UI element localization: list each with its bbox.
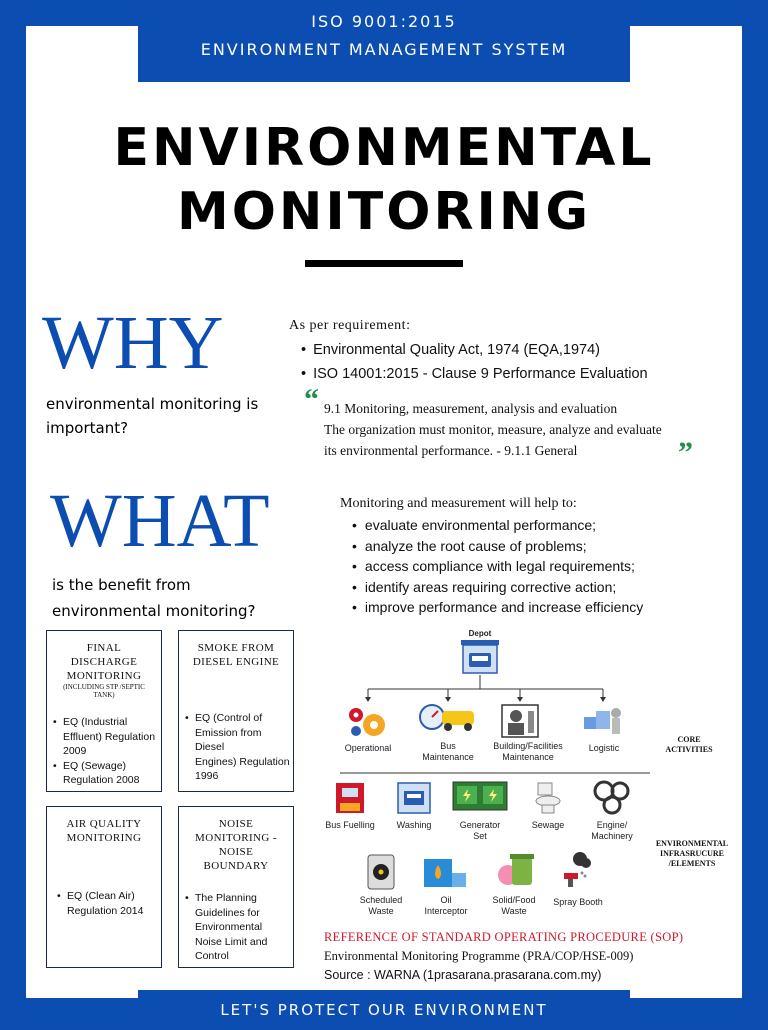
infra-label: Washing: [396, 820, 432, 830]
infra-label: Bus Fuelling: [325, 820, 375, 830]
forklift-icon: [582, 705, 626, 739]
box-title-line: SMOKE FROM: [197, 642, 275, 654]
core-activities-label: [654, 735, 724, 755]
box-title-line: NOISE: [218, 846, 254, 858]
sop-reference: [324, 928, 683, 985]
infra-label: [484, 895, 544, 917]
core-label: Logistic: [588, 743, 620, 753]
regulation-line: Engines) Regulation: [195, 755, 290, 768]
sop-heading: REFERENCE OF STANDARD OPERATING PROCEDURE (SOP): [324, 930, 684, 944]
benefit-item: • identify areas requiring corrective action;: [352, 577, 643, 598]
infra-label: Sewage: [531, 820, 565, 830]
infra-label-line: Scheduled: [359, 895, 403, 905]
infra-label: [350, 895, 412, 917]
side-label-line: INFRASRUCURE: [659, 849, 724, 858]
benefit-intro: Monitoring and measurement will help to:: [340, 496, 577, 511]
benefit-item: • improve performance and increase efficiency: [352, 597, 643, 618]
regulation-line: • EQ (Clean Air): [67, 890, 135, 902]
benefit-item: • analyze the root cause of problems;: [352, 536, 643, 557]
box-title-line: MONITORING: [66, 670, 142, 682]
infra-label-line: Generator: [459, 820, 501, 830]
side-label-line: CORE: [677, 735, 701, 744]
trash-bin-icon: [496, 851, 536, 891]
regulation-line: • The Planning: [195, 892, 257, 904]
box-title-line: DIESEL ENGINE: [192, 656, 280, 668]
benefit-item: • access compliance with legal requirements;: [352, 556, 643, 577]
infra-label-line: Set: [473, 831, 487, 841]
box-title: [179, 641, 293, 669]
regulation-line: • EQ (Industrial: [63, 716, 128, 728]
requirement-item: • Environmental Quality Act, 1974 (EQA,1974): [301, 338, 648, 362]
core-label: [488, 741, 568, 763]
activity-diagram: [320, 625, 740, 925]
side-label-line: ENVIRONMENTAL: [655, 839, 729, 848]
regulation-line: Control: [195, 950, 229, 962]
box-title-line: MONITORING -: [195, 832, 277, 844]
box-title-line: FINAL: [86, 642, 122, 654]
regulation-line: Guidelines for: [195, 906, 260, 919]
regulation-line: 2009: [63, 745, 87, 757]
box-title-line: MONITORING: [66, 832, 142, 844]
car-gauge-icon: [418, 703, 478, 737]
smoke-diesel-box: [178, 630, 294, 792]
core-label-line: Maintenance: [502, 752, 554, 762]
box-note-line: (INCLUDING STP /SEPTIC: [63, 683, 145, 691]
box-title-line: NOISE: [218, 818, 254, 830]
side-label-line: ACTIVITIES: [665, 745, 713, 754]
box-title-line: DISCHARGE: [70, 656, 138, 668]
open-quote-mark: “: [304, 383, 319, 416]
washing-icon: [396, 781, 432, 815]
page-title-line-2: MONITORING: [176, 182, 592, 242]
box-title: [47, 641, 161, 683]
core-label-line: Building/Facilities: [493, 741, 563, 751]
header-line-2: ENVIRONMENT MANAGEMENT SYSTEM: [200, 40, 568, 59]
box-note-line: TANK): [93, 691, 115, 699]
infra-label: Spray Booth: [553, 897, 603, 907]
what-subtitle: [52, 572, 256, 624]
fuel-pump-icon: [332, 781, 368, 815]
air-quality-box: [46, 806, 162, 968]
requirement-list: [289, 318, 648, 386]
header-line-1: ISO 9001:2015: [311, 12, 457, 31]
what-heading: WHAT: [50, 479, 270, 563]
generator-icon: [452, 781, 508, 811]
regulation-item: [51, 715, 161, 759]
regulation-line: Regulation 2014: [67, 904, 144, 917]
regulation-line: • EQ (Sewage): [63, 759, 127, 772]
quote-line: 9.1 Monitoring, measurement, analysis and evaluation: [324, 401, 618, 416]
engine-icon: [592, 779, 632, 815]
infra-label-line: Interceptor: [424, 906, 468, 916]
final-discharge-box: [46, 630, 162, 792]
benefit-item: • evaluate environmental performance;: [352, 515, 643, 536]
sop-source: Source : WARNA (1prasarana.prasarana.com.my): [324, 968, 602, 982]
box-title: [47, 817, 161, 845]
infra-label: [582, 820, 642, 842]
requirement-intro: As per requirement:: [289, 318, 411, 333]
toilet-icon: [532, 781, 564, 815]
sop-line: Environmental Monitoring Programme (PRA/COP/HSE-009): [324, 949, 634, 963]
infra-label-line: Solid/Food: [492, 895, 536, 905]
box-title-line: BOUNDARY: [203, 860, 269, 872]
oil-tank-icon: [422, 855, 470, 891]
regulation-line: Regulation 2008: [63, 774, 140, 786]
close-quote-mark: ”: [678, 436, 693, 469]
noise-monitoring-box: [178, 806, 294, 968]
regulation-line: Environmental: [195, 921, 263, 933]
quote-line: its environmental performance. - 9.1.1 General: [324, 443, 578, 458]
regulation-line: Effluent) Regulation: [63, 730, 156, 743]
box-title: [179, 817, 293, 873]
quote-line: The organization must monitor, measure, analyze and evaluate: [324, 422, 662, 437]
infra-label-line: Machinery: [591, 831, 633, 841]
box-title-line: AIR QUALITY: [66, 818, 142, 830]
regulation-line: Noise Limit and: [195, 935, 268, 948]
infra-label-line: Waste: [368, 906, 394, 916]
infra-label-line: Engine/: [596, 820, 628, 830]
footer-banner: LET'S PROTECT OUR ENVIRONMENT: [138, 990, 630, 1024]
core-label-line: Maintenance: [422, 752, 474, 762]
core-label-line: Bus: [440, 741, 456, 751]
core-label: Operational: [344, 743, 392, 753]
regulation-line: • EQ (Control of: [195, 712, 263, 724]
header-banner: [138, 0, 630, 82]
regulation-item: [55, 889, 161, 918]
regulation-line: Emission from Diesel: [195, 726, 262, 753]
page-title-line-1: ENVIRONMENTAL: [113, 118, 655, 178]
infrastructure-label: [654, 839, 730, 869]
worker-icon: [500, 703, 540, 739]
depot-bus-icon: [460, 639, 500, 675]
what-subtitle-line: environmental monitoring?: [52, 602, 256, 620]
depot-label: Depot: [468, 629, 492, 638]
title-underline: [305, 260, 463, 267]
benefit-list: [340, 496, 643, 618]
iso-quote: [324, 398, 662, 461]
hazard-barrel-icon: [364, 853, 398, 891]
gears-icon: [346, 705, 390, 739]
what-subtitle-line: is the benefit from: [52, 576, 191, 594]
regulation-item: [183, 891, 293, 964]
spray-gun-icon: [560, 851, 596, 891]
core-label: [416, 741, 480, 763]
infra-label: [450, 820, 510, 842]
regulation-line: 1996: [195, 770, 219, 782]
why-subtitle: [46, 392, 258, 440]
regulation-item: [51, 759, 161, 788]
side-label-line: /ELEMENTS: [668, 859, 716, 868]
why-heading: WHY: [42, 301, 224, 385]
infra-label-line: Oil: [440, 895, 452, 905]
infra-label: [414, 895, 478, 917]
why-subtitle-line: environmental monitoring is: [46, 395, 259, 413]
infra-label-line: Waste: [501, 906, 527, 916]
regulation-item: [183, 711, 293, 784]
box-note: [47, 683, 161, 699]
why-subtitle-line: important?: [46, 419, 129, 437]
requirement-item: • ISO 14001:2015 - Clause 9 Performance Evaluation: [301, 362, 648, 386]
